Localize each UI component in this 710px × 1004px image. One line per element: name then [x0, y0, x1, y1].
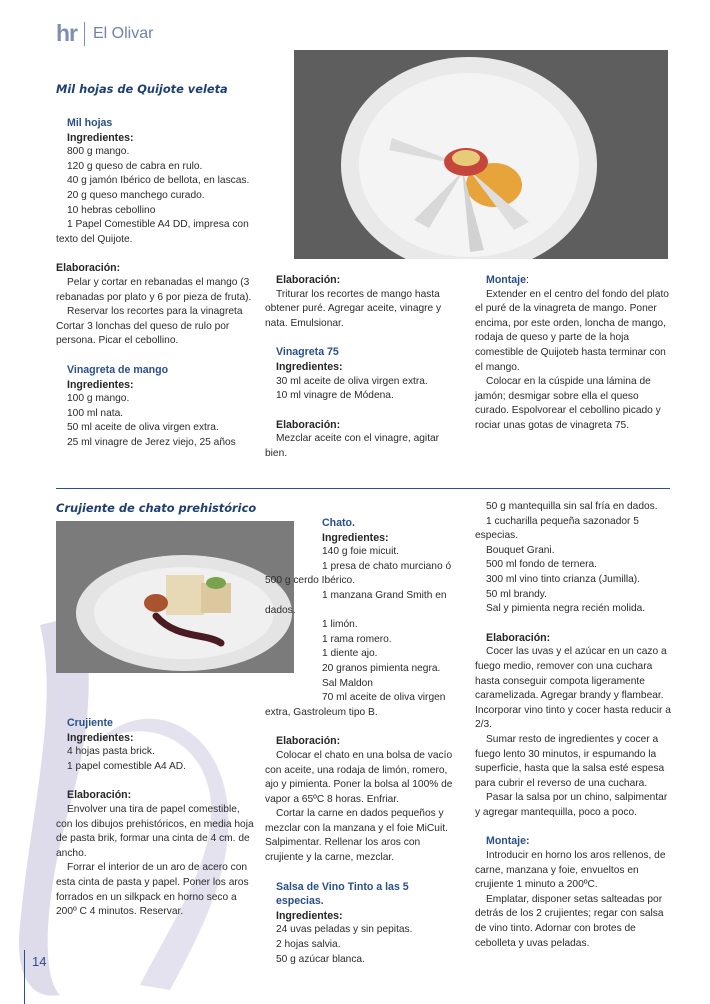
montaje-colon: : — [526, 274, 529, 286]
chato-col — [265, 516, 458, 967]
header-divider — [84, 22, 85, 46]
paragraph: Mezclar aceite con el vinagre, agitar bien. — [265, 433, 440, 459]
paragraph: Extender en el centro del fondo del plato el puré de la vinagreta de mango. Poner encima, por este orden, loncha de mango, rodaja de queso y parte de la hoja comestible de Quijoteb hasta terminar con el mango. — [475, 288, 669, 373]
list-item: 800 g mango. — [67, 146, 130, 158]
list-item: 1 presa de chato murciano ó — [322, 560, 452, 572]
list-item: 25 ml vinagre de Jerez viejo, 25 años — [67, 436, 236, 448]
section-divider — [56, 488, 670, 489]
recipe1-title: Mil hojas de Quijote veleta — [56, 82, 228, 96]
paragraph: Pasar la salsa por un chino, salpimentar y agregar mantequilla, poco a poco. — [475, 792, 668, 818]
elaboration-heading: Elaboración: — [276, 274, 341, 286]
list-item: 1 cucharilla pequeña sazonador 5 — [486, 515, 639, 527]
recipe1-col3 — [475, 273, 671, 434]
list-item: 24 uvas peladas y sin pepitas. — [276, 924, 413, 936]
ingredients-heading: Ingredientes: — [67, 731, 134, 744]
list-item: dados. — [265, 604, 296, 616]
list-item: 100 ml nata. — [67, 407, 124, 419]
ingredients-heading: Ingredientes: — [67, 131, 134, 144]
list-item: 50 ml aceite de oliva virgen extra. — [67, 422, 219, 434]
recipe2-photo — [56, 521, 294, 673]
elaboration-heading: Elaboración: — [67, 789, 132, 802]
montaje-heading — [475, 273, 671, 288]
list-item: 20 g queso manchego curado. — [67, 189, 205, 201]
montaje-heading: Montaje: — [486, 835, 530, 848]
list-item: 1 diente ajo. — [322, 648, 378, 660]
list-item: 500 g cerdo Ibérico. — [265, 575, 356, 587]
list-item: 300 ml vino tinto crianza (Jumilla). — [486, 573, 641, 585]
list-item: 1 limón. — [322, 619, 358, 631]
list-item: Sal Maldon — [322, 677, 373, 689]
ingredients-heading: Ingredientes: — [67, 378, 134, 391]
elaboration-heading: Elaboración: — [276, 418, 341, 431]
header-logo: hr — [56, 20, 77, 46]
list-item: texto del Quijote. — [56, 233, 133, 245]
list-item: 500 ml fondo de ternera. — [486, 559, 598, 571]
list-item: 10 ml vinagre de Módena. — [276, 390, 394, 402]
page-number: 14 — [32, 954, 47, 969]
paragraph: Emplatar, disponer setas salteadas por detrás de los 2 crujientes; regar con salsa de vino tinto. Adornar con brotes de cebolleta y uvas peladas. — [475, 893, 664, 949]
ingredients-heading: Ingredientes: — [276, 909, 343, 922]
page-header — [56, 20, 153, 47]
list-item: extra, Gastroleum tipo B. — [265, 706, 378, 718]
list-item: 1 rama romero. — [322, 633, 392, 645]
crujiente-heading: Crujiente — [67, 717, 113, 729]
montaje-label: Montaje — [486, 274, 527, 286]
ingredients-list — [56, 145, 254, 247]
list-item: 1 papel comestible A4 AD. — [67, 760, 186, 772]
recipe2-title: Crujiente de chato prehistórico — [56, 501, 257, 515]
list-item: especias. — [475, 530, 519, 542]
mil-hojas-subtitle: Mil hojas — [67, 117, 113, 129]
list-item: 4 hojas pasta brick. — [67, 746, 155, 758]
list-item: 1 Papel Comestible A4 DD, impresa con — [67, 219, 249, 231]
paragraph: Pelar y cortar en rebanadas el mango (3 rebanadas por plato y 6 por pieza de fruta). — [56, 276, 252, 303]
list-item: 120 g queso de cabra en rulo. — [67, 160, 203, 172]
recipe1-col1 — [56, 116, 254, 450]
list-item: 50 g mantequilla sin sal fría en dados. — [486, 501, 658, 512]
paragraph: Reservar los recortes para la vinagreta Cortar 3 lonchas del queso de rulo por persona. Picar el cebollino. — [56, 306, 243, 347]
recipe2-col3 — [475, 500, 673, 951]
list-item: 30 ml aceite de oliva virgen extra. — [276, 375, 428, 387]
elaboration-heading: Elaboración: — [486, 631, 551, 644]
paragraph: Triturar los recortes de mango hasta obtener puré. Agregar aceite, vinagre y nata. Emulsionar. — [265, 288, 442, 329]
list-item: 70 ml aceite de oliva virgen — [322, 692, 446, 704]
paragraph: Cocer las uvas y el azúcar en un cazo a fuego medio, remover con una cuchara hasta conseguir compota ligeramente caramelizada. Agregar brandy y flambear. Incorporar vino tinto y cocer hasta reducir a 2/3. — [475, 646, 671, 731]
elaboration-heading: Elaboración: — [56, 262, 121, 275]
list-item: 20 granos pimienta negra. — [322, 662, 441, 674]
paragraph: Sumar resto de ingredientes y cocer a fuego lento 30 minutos, ir espumando la superficie, hasta que la salsa esté espesa para cubrir el reverso de una cuchara. — [475, 733, 665, 789]
list-item: 10 hebras cebollino — [67, 204, 156, 216]
recipe1-col2 — [265, 273, 457, 462]
list-item: Sal y pimienta negra recién molida. — [486, 603, 646, 615]
list-item: 100 g mango. — [67, 393, 130, 405]
list-item: 40 g jamón Ibérico de bellota, en lascas. — [67, 175, 250, 187]
paragraph: Colocar en la cúspide una lámina de jamón; desmigar sobre ella el queso curado. Espolvorear el cebollino picado y rociar unas gotas de vinagreta 75. — [475, 376, 661, 431]
list-item: 140 g foie micuit. — [322, 546, 400, 558]
list-item: 50 g azúcar blanca. — [276, 953, 365, 965]
elaboration-heading: Elaboración: — [276, 735, 341, 748]
ingredients-heading: Ingredientes: — [322, 531, 389, 544]
list-item: 1 manzana Grand Smith en — [322, 589, 447, 601]
paragraph: Introducir en horno los aros rellenos, de carne, manzana y foie, envueltos en crujiente 1 minuto a 200ºC. — [475, 850, 666, 891]
paragraph: Colocar el chato en una bolsa de vacío con aceite, una rodaja de limón, romero, ajo y pimienta. Poner la bolsa al 100% de vapor a 65ºC 8 horas. Enfriar. — [265, 749, 453, 805]
vinagreta-75-heading: Vinagreta 75 — [276, 346, 339, 359]
vinagreta-mango-heading: Vinagreta de mango — [67, 363, 169, 376]
recipe1-photo — [294, 50, 668, 259]
crujiente-col — [56, 716, 256, 920]
paragraph: Envolver una tira de papel comestible, con los dibujos prehistóricos, en media hoja de pasta brik, formar una cinta de 4 cm. de ancho. — [56, 803, 254, 859]
ingredients-heading: Ingredientes: — [276, 360, 343, 373]
header-section: El Olivar — [93, 24, 154, 42]
chato-heading: Chato. — [322, 517, 355, 529]
list-item: Bouquet Grani. — [486, 544, 555, 556]
list-item: 2 hojas salvia. — [276, 939, 341, 951]
paragraph: Forrar el interior de un aro de acero con esta cinta de pasta y papel. Poner los aros forrados en un silkpack en horno seco a 200º C 4 minutos. Reservar. — [56, 862, 249, 918]
paragraph: Cortar la carne en dados pequeños y mezclar con la manzana y el foie MiCuit. Salpimentar. Rellenar los aros con crujiente y la carne, mezclar. — [265, 808, 448, 864]
list-item: 50 ml brandy. — [486, 588, 547, 600]
salsa-heading: Salsa de Vino Tinto a las 5 especias. — [276, 880, 409, 908]
footer-rule — [24, 950, 25, 1004]
